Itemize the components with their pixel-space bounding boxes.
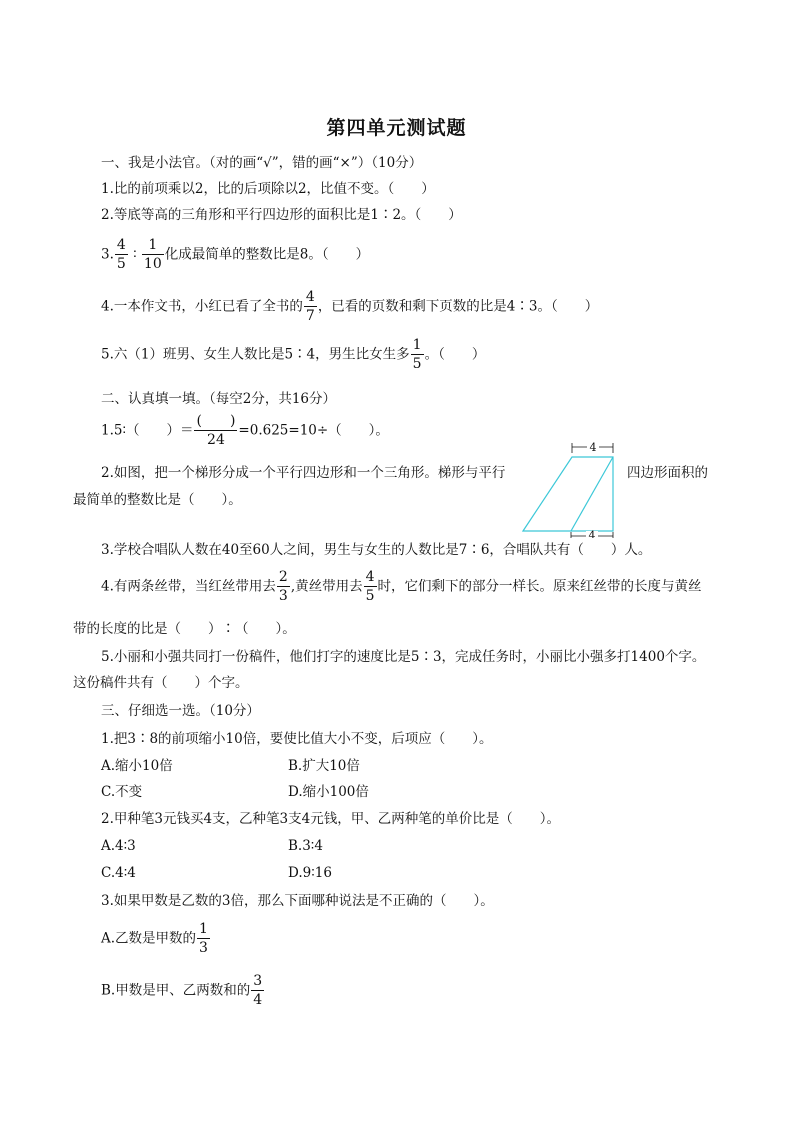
fraction-numerator: 1 [412,337,422,353]
option-d: D.缩小100倍 [288,784,369,800]
section3-question-3: 3.如果甲数是乙数的3倍，那么下面哪种说法是不正确的（ ）。 [101,893,494,909]
fraction-denominator: 10 [143,256,162,272]
trapezoid-figure [520,438,620,538]
fraction-numerator: 1 [142,238,164,255]
q4-suffix: ，已看的页数和剩下页数的比是4∶3。（ ） [317,298,599,315]
q4-middle: ,黄丝带用去 [290,578,363,595]
section2-question-2-line2: 最简单的整数比是（ ）。 [73,492,242,508]
fraction-denominator: 5 [412,356,422,372]
fraction-blank-24 [194,414,237,448]
fraction-numerator: ( ) [196,413,236,429]
top-dimension-label: 4 [589,441,597,454]
option-a [101,922,211,956]
option-d: D.9∶16 [288,865,332,881]
ratio-separator: ∶ [133,246,137,263]
q4-prefix: 4.有两条丝带，当红丝带用去 [101,578,276,595]
section2-question-2-line1: 2.如图，把一个梯形分成一个平行四边形和一个三角形。梯形与平行 [101,465,506,481]
q5-suffix: 。（ ） [424,346,486,363]
option-b: B.扩大10倍 [288,758,360,774]
fraction-1-3 [197,922,210,956]
fraction-1-5 [411,338,424,372]
fraction-2-3 [277,570,290,604]
section3-question-1: 1.把3∶8的前项缩小10倍，要使比值大小不变，后项应（ ）。 [101,731,493,747]
fraction-numerator: 4 [116,237,126,253]
fraction-denominator: 3 [278,588,288,604]
section2-question-4-line2: 带的长度的比是（ ）∶（ ）。 [73,621,296,637]
bottom-dimension-label: 4 [588,529,596,538]
page-title: 第四单元测试题 [326,117,467,139]
q3-suffix: 化成最简单的整数比是8。（ ） [164,246,370,263]
section2-question-5-line1: 5.小丽和小强共同打一份稿件，他们打字的速度比是5∶3，完成任务时，小丽比小强多打1400个字。 [101,649,706,665]
fraction-numerator: 1 [199,921,208,937]
section1-question-2: 2.等底等高的三角形和平行四边形的面积比是1∶2。（ ） [101,207,462,223]
section1-question-5 [101,338,485,372]
section2-question-5-line2: 这份稿件共有（ ）个字。 [73,675,249,691]
q4-suffix: 时，它们剩下的部分一样长。原来红丝带的长度与黄丝 [377,578,702,595]
section2-question-3: 3.学校合唱队人数在40至60人之间，男生与女生的人数比是7∶6，合唱队共有（ ）人。 [101,542,652,558]
fraction-denominator: 7 [305,308,315,324]
q1-suffix: =0.625=10÷（ ）。 [238,422,389,439]
q4-prefix: 4.一本作文书，小红已看了全书的 [101,298,303,315]
section1-question-1: 1.比的前项乘以2，比的后项除以2，比值不变。（ ） [101,181,435,197]
section2-question-1 [101,414,389,448]
option-b-text: B.甲数是甲、乙两数和的 [101,982,251,999]
section3-header: 三、仔细选一选。（10分） [101,703,260,719]
option-b [101,974,265,1008]
section3-question-2: 2.甲种笔3元钱买4支，乙种笔3支4元钱，甲、乙两种笔的单价比是（ ）。 [101,811,560,827]
fraction-denominator: 5 [116,256,126,272]
q1-prefix: 1.5∶（ ）＝ [101,422,194,439]
fraction-denominator: 3 [199,940,208,956]
fraction-4-5 [364,570,377,604]
fraction-denominator: 5 [365,588,375,604]
fraction-numerator: 2 [278,569,288,585]
fraction-3-4 [251,974,264,1008]
option-b: B.3∶4 [288,838,323,854]
option-c: C.4∶4 [101,865,136,881]
option-a: A.4∶3 [101,838,136,854]
option-c: C.不变 [101,784,143,800]
section2-header: 二、认真填一填。（每空2分，共16分） [101,391,337,407]
fraction-4-7 [304,290,317,324]
section2-question-2-line1-end: 四边形面积的 [627,465,708,481]
fraction-numerator: 4 [365,569,375,585]
fraction-numerator: 4 [305,289,315,305]
fraction-denominator: 24 [207,432,225,448]
q5-prefix: 5.六（1）班男、女生人数比是5∶4，男生比女生多 [101,346,410,363]
parallelogram-divider [571,457,613,531]
option-a-text: A.乙数是甲数的 [101,930,197,947]
section1-question-3 [101,238,369,272]
option-a: A.缩小10倍 [101,758,173,774]
fraction-4-5 [115,238,128,272]
section2-question-4-line1 [101,570,702,604]
q3-prefix: 3. [101,246,114,263]
section1-header: 一、我是小法官。（对的画“√”，错的画“×”）（10分） [101,155,423,171]
fraction-denominator: 4 [253,992,263,1008]
section1-question-4 [101,290,598,324]
trapezoid-outline [523,457,613,531]
fraction-numerator: 3 [253,973,263,989]
fraction-1-10 [142,238,164,272]
